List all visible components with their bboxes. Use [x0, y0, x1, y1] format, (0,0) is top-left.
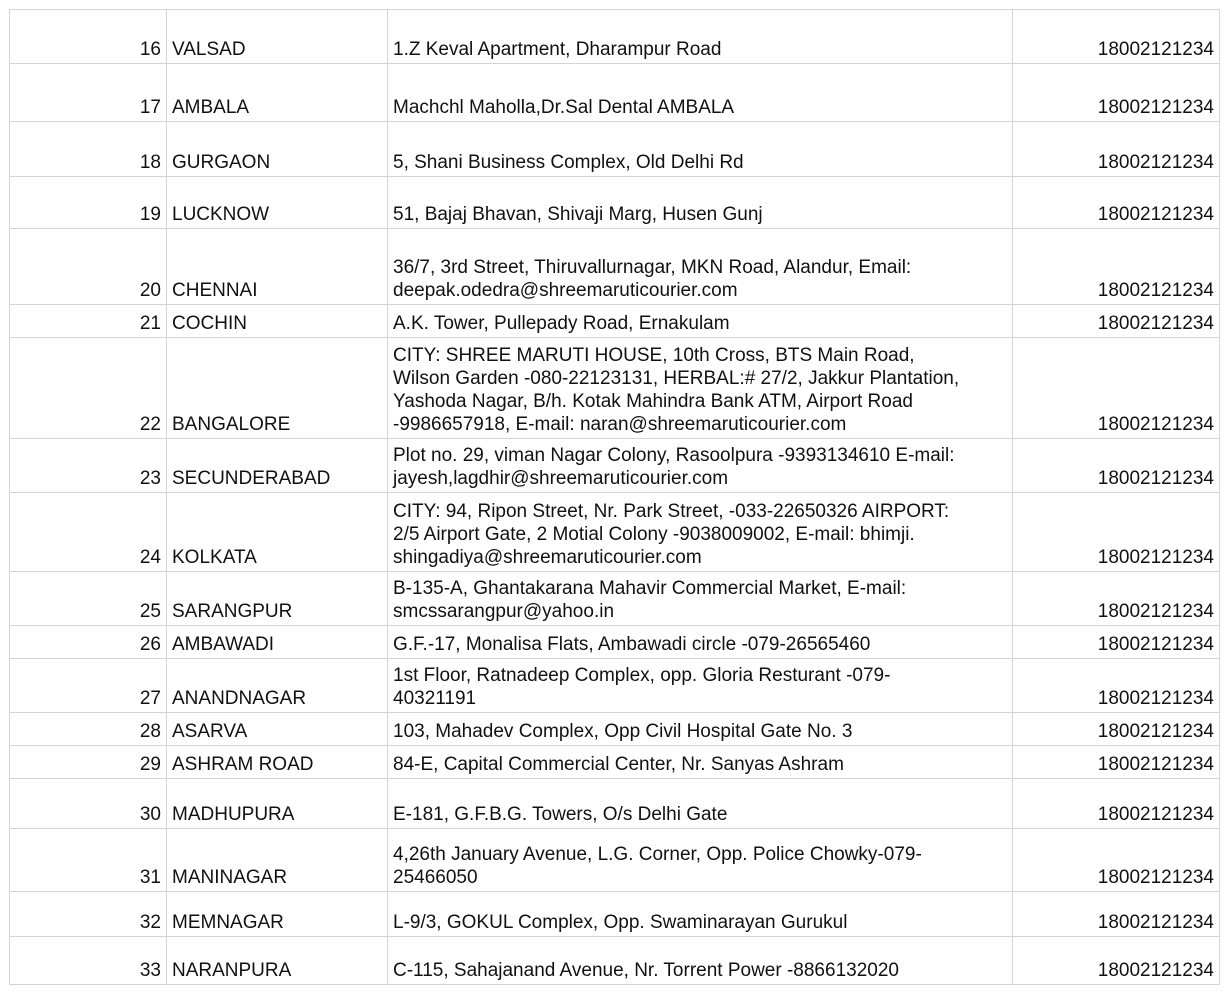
address-cell[interactable]: [388, 229, 1013, 305]
address-text: 1st Floor, Ratnadeep Complex, opp. Gloria Resturant -079- 40321191: [393, 665, 891, 709]
row-number-cell[interactable]: 27: [10, 659, 167, 713]
city-cell[interactable]: MADHUPURA: [167, 779, 388, 829]
row-number-cell[interactable]: 31: [10, 829, 167, 892]
row-number-cell[interactable]: 20: [10, 229, 167, 305]
address-text: A.K. Tower, Pullepady Road, Ernakulam: [393, 313, 730, 334]
phone-cell[interactable]: 18002121234: [1013, 305, 1220, 338]
address-cell[interactable]: [388, 713, 1013, 746]
phone-cell[interactable]: 18002121234: [1013, 10, 1220, 64]
city-cell[interactable]: SECUNDERABAD: [167, 439, 388, 493]
table-row: [10, 229, 1220, 305]
row-number-cell[interactable]: 16: [10, 10, 167, 64]
address-cell[interactable]: [388, 746, 1013, 779]
table-row: [10, 64, 1220, 122]
address-cell[interactable]: [388, 305, 1013, 338]
table-row: [10, 713, 1220, 746]
row-number-cell[interactable]: 19: [10, 177, 167, 229]
address-cell[interactable]: [388, 892, 1013, 937]
phone-cell[interactable]: 18002121234: [1013, 122, 1220, 177]
address-text: C-115, Sahajanand Avenue, Nr. Torrent Power -8866132020: [393, 960, 899, 981]
address-cell[interactable]: [388, 493, 1013, 572]
city-cell[interactable]: COCHIN: [167, 305, 388, 338]
courier-branch-table: [9, 9, 1220, 985]
address-text: 4,26th January Avenue, L.G. Corner, Opp. Police Chowky-079- 25466050: [393, 844, 922, 888]
table-row: [10, 338, 1220, 439]
phone-cell[interactable]: 18002121234: [1013, 746, 1220, 779]
table-row: [10, 122, 1220, 177]
phone-cell[interactable]: 18002121234: [1013, 229, 1220, 305]
address-text: 36/7, 3rd Street, Thiruvallurnagar, MKN Road, Alandur, Email: deepak.odedra@shreemaruticourier.com: [393, 257, 912, 301]
city-cell[interactable]: CHENNAI: [167, 229, 388, 305]
address-cell[interactable]: [388, 338, 1013, 439]
row-number-cell[interactable]: 17: [10, 64, 167, 122]
address-text: 84-E, Capital Commercial Center, Nr. Sanyas Ashram: [393, 754, 844, 775]
address-text: CITY: 94, Ripon Street, Nr. Park Street, -033-22650326 AIRPORT: 2/5 Airport Gate, 2 Motial Colony -9038009002, E-mail: bhimji. shingadiya@shreemaruticourier.com: [393, 501, 950, 568]
phone-cell[interactable]: 18002121234: [1013, 439, 1220, 493]
address-cell[interactable]: [388, 626, 1013, 659]
phone-cell[interactable]: 18002121234: [1013, 713, 1220, 746]
address-text: 5, Shani Business Complex, Old Delhi Rd: [393, 152, 744, 173]
table-row: [10, 572, 1220, 626]
city-cell[interactable]: KOLKATA: [167, 493, 388, 572]
row-number-cell[interactable]: 30: [10, 779, 167, 829]
address-text: CITY: SHREE MARUTI HOUSE, 10th Cross, BTS Main Road, Wilson Garden -080-22123131, HERBAL:# 27/2, Jakkur Plantation, Yashoda Nagar, B/h. Kotak Mahindra Bank ATM, Airport Road -9986657918, E-mail: naran@shreemaruticourier.com: [393, 345, 960, 435]
row-number-cell[interactable]: 28: [10, 713, 167, 746]
phone-cell[interactable]: 18002121234: [1013, 64, 1220, 122]
table-row: [10, 493, 1220, 572]
phone-cell[interactable]: 18002121234: [1013, 937, 1220, 985]
table-row: [10, 626, 1220, 659]
phone-cell[interactable]: 18002121234: [1013, 493, 1220, 572]
row-number-cell[interactable]: 22: [10, 338, 167, 439]
row-number-cell[interactable]: 26: [10, 626, 167, 659]
row-number-cell[interactable]: 24: [10, 493, 167, 572]
city-cell[interactable]: ANANDNAGAR: [167, 659, 388, 713]
table-row: [10, 305, 1220, 338]
city-cell[interactable]: AMBALA: [167, 64, 388, 122]
phone-cell[interactable]: 18002121234: [1013, 779, 1220, 829]
table-row: [10, 439, 1220, 493]
row-number-cell[interactable]: 23: [10, 439, 167, 493]
address-cell[interactable]: [388, 10, 1013, 64]
table-row: [10, 779, 1220, 829]
phone-cell[interactable]: 18002121234: [1013, 626, 1220, 659]
table-row: [10, 659, 1220, 713]
phone-cell[interactable]: 18002121234: [1013, 338, 1220, 439]
address-text: 51, Bajaj Bhavan, Shivaji Marg, Husen Gunj: [393, 204, 763, 225]
address-text: 103, Mahadev Complex, Opp Civil Hospital Gate No. 3: [393, 721, 853, 742]
address-text: E-181, G.F.B.G. Towers, O/s Delhi Gate: [393, 804, 728, 825]
row-number-cell[interactable]: 32: [10, 892, 167, 937]
phone-cell[interactable]: 18002121234: [1013, 829, 1220, 892]
address-text: B-135-A, Ghantakarana Mahavir Commercial Market, E-mail: smcssarangpur@yahoo.in: [393, 578, 907, 622]
phone-cell[interactable]: 18002121234: [1013, 572, 1220, 626]
row-number-cell[interactable]: 21: [10, 305, 167, 338]
address-cell[interactable]: [388, 779, 1013, 829]
address-cell[interactable]: [388, 659, 1013, 713]
city-cell[interactable]: BANGALORE: [167, 338, 388, 439]
address-cell[interactable]: [388, 572, 1013, 626]
address-cell[interactable]: [388, 177, 1013, 229]
city-cell[interactable]: ASARVA: [167, 713, 388, 746]
table-row: [10, 10, 1220, 64]
address-text: 1.Z Keval Apartment, Dharampur Road: [393, 39, 722, 60]
row-number-cell[interactable]: 29: [10, 746, 167, 779]
city-cell[interactable]: SARANGPUR: [167, 572, 388, 626]
city-cell[interactable]: VALSAD: [167, 10, 388, 64]
city-cell[interactable]: LUCKNOW: [167, 177, 388, 229]
table-row: [10, 746, 1220, 779]
table-row: [10, 829, 1220, 892]
phone-cell[interactable]: 18002121234: [1013, 892, 1220, 937]
table-row: [10, 892, 1220, 937]
row-number-cell[interactable]: 25: [10, 572, 167, 626]
address-text: G.F.-17, Monalisa Flats, Ambawadi circle -079-26565460: [393, 634, 871, 655]
address-text: L-9/3, GOKUL Complex, Opp. Swaminarayan Gurukul: [393, 912, 848, 933]
row-number-cell[interactable]: 18: [10, 122, 167, 177]
address-text: Plot no. 29, viman Nagar Colony, Rasoolpura -9393134610 E-mail: jayesh,lagdhir@shreemaruticourier.com: [393, 445, 955, 489]
address-cell[interactable]: [388, 829, 1013, 892]
phone-cell[interactable]: 18002121234: [1013, 659, 1220, 713]
city-cell[interactable]: GURGAON: [167, 122, 388, 177]
address-cell[interactable]: [388, 64, 1013, 122]
address-cell[interactable]: [388, 937, 1013, 985]
table-row: [10, 937, 1220, 985]
city-cell[interactable]: MANINAGAR: [167, 829, 388, 892]
city-cell[interactable]: MEMNAGAR: [167, 892, 388, 937]
phone-cell[interactable]: 18002121234: [1013, 177, 1220, 229]
address-cell[interactable]: [388, 122, 1013, 177]
row-number-cell[interactable]: 33: [10, 937, 167, 985]
city-cell[interactable]: ASHRAM ROAD: [167, 746, 388, 779]
table-row: [10, 177, 1220, 229]
address-cell[interactable]: [388, 439, 1013, 493]
city-cell[interactable]: AMBAWADI: [167, 626, 388, 659]
city-cell[interactable]: NARANPURA: [167, 937, 388, 985]
address-text: Machchl Maholla,Dr.Sal Dental AMBALA: [393, 97, 735, 118]
